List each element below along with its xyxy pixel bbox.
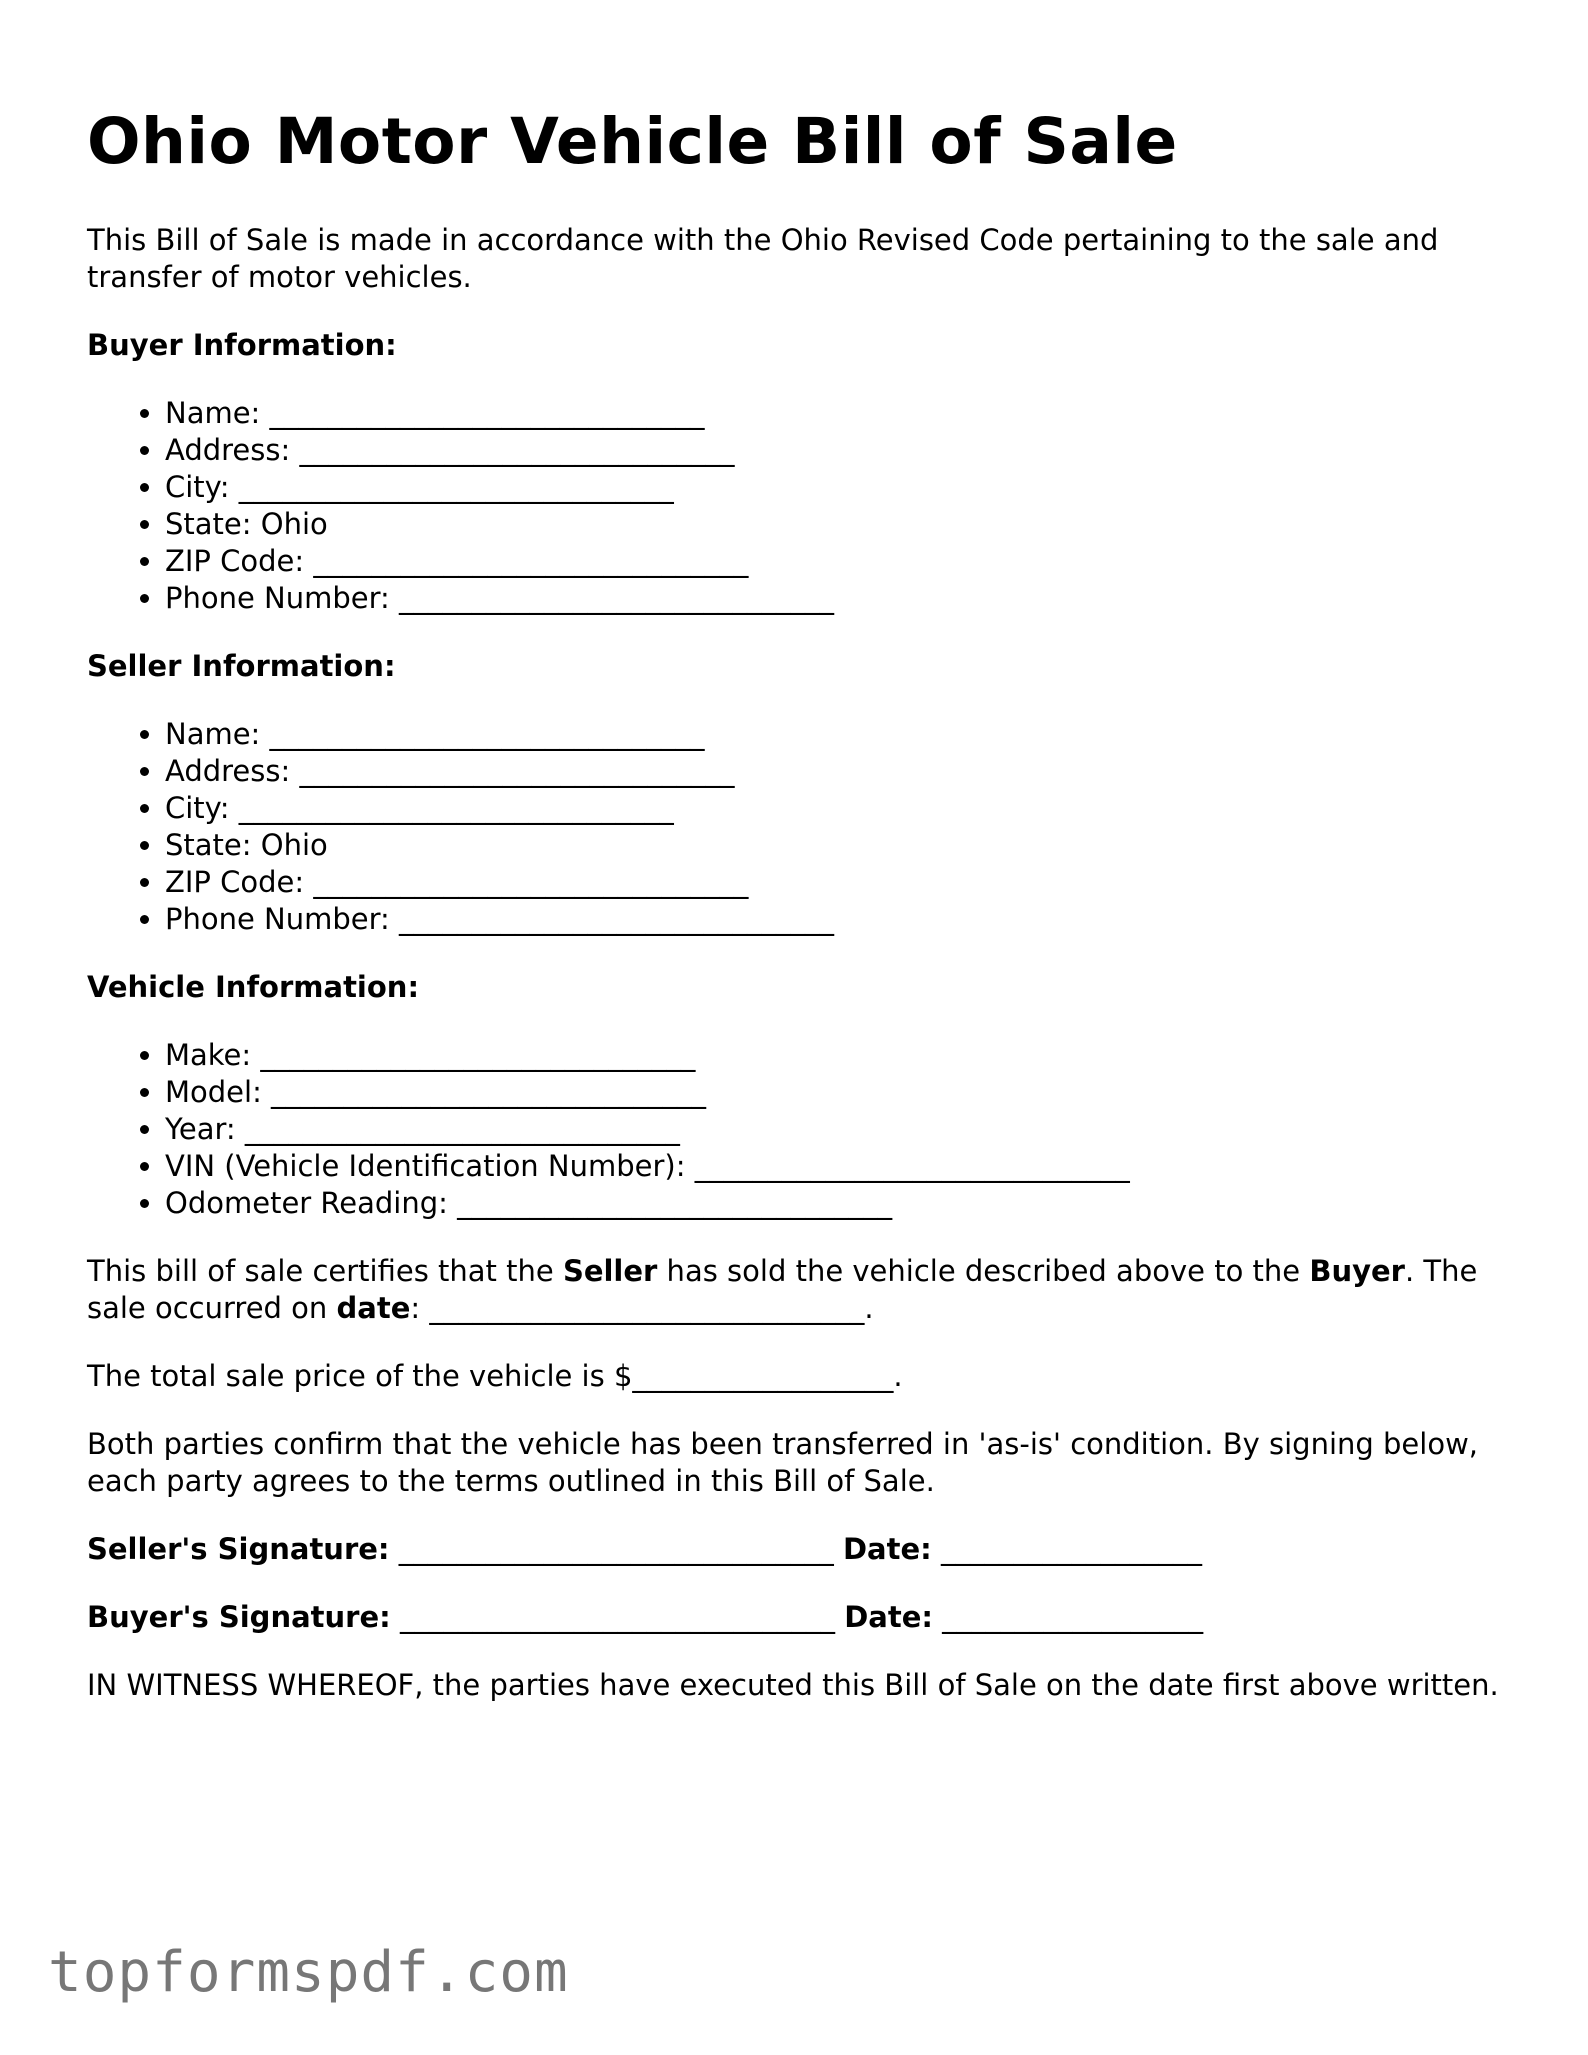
buyer-zip-field[interactable]: • ZIP Code: ______________________________ [165, 543, 1507, 580]
buyer-phone-field[interactable]: • Phone Number: ______________________________ [165, 580, 1507, 617]
certification-paragraph [87, 1253, 1507, 1327]
certification-text-2: has sold the vehicle described above to the [657, 1254, 1310, 1288]
seller-date-label: Date: [842, 1532, 932, 1566]
buyer-signature-label: Buyer's Signature: [87, 1600, 391, 1634]
as-is-paragraph: Both parties confirm that the vehicle has been transferred in 'as-is' condition. By signing below, each party agrees to the terms outlined in this Bill of Sale. [87, 1427, 1479, 1498]
seller-signature-row [87, 1531, 1507, 1568]
seller-list [87, 716, 1507, 938]
seller-address-field[interactable]: • Address: ______________________________ [165, 753, 1507, 790]
certification-seller-word: Seller [562, 1254, 658, 1288]
buyer-date-line[interactable]: __________________ [932, 1600, 1204, 1634]
buyer-date-label: Date: [844, 1600, 933, 1634]
seller-date-line[interactable]: __________________ [931, 1532, 1202, 1566]
buyer-address-field[interactable]: • Address: ______________________________ [165, 432, 1507, 469]
seller-signature-line[interactable]: ______________________________ [389, 1532, 843, 1566]
page-title: Ohio Motor Vehicle Bill of Sale [87, 105, 1178, 178]
buyer-heading: Buyer Information: [87, 328, 397, 362]
watermark: topformspdf.com [48, 1940, 569, 2005]
seller-city-field[interactable]: • City: ______________________________ [165, 790, 1507, 827]
certification-text-1: This bill of sale certifies that the [87, 1254, 563, 1288]
vehicle-make-field[interactable]: • Make: ______________________________ [165, 1037, 1507, 1074]
sale-price-field[interactable]: The total sale price of the vehicle is $__________________. [87, 1359, 903, 1393]
vehicle-list [87, 1037, 1507, 1222]
seller-name-field[interactable]: • Name: ______________________________ [165, 716, 1507, 753]
buyer-list [87, 395, 1507, 617]
seller-heading: Seller Information: [87, 649, 396, 683]
vehicle-model-field[interactable]: • Model: ______________________________ [165, 1074, 1507, 1111]
vehicle-vin-field[interactable]: • VIN (Vehicle Identification Number): ______________________________ [165, 1148, 1507, 1185]
certification-date-word: date [336, 1291, 411, 1325]
intro-paragraph: This Bill of Sale is made in accordance with the Ohio Revised Code pertaining to the sale and transfer of motor vehicles. [87, 223, 1439, 294]
seller-zip-field[interactable]: • ZIP Code: ______________________________ [165, 864, 1507, 901]
buyer-city-field[interactable]: • City: ______________________________ [165, 469, 1507, 506]
certification-buyer-word: Buyer [1309, 1254, 1405, 1288]
seller-state-field: • State: Ohio [165, 827, 1507, 864]
document-page [87, 104, 1507, 1735]
witness-paragraph: IN WITNESS WHEREOF, the parties have executed this Bill of Sale on the date first above written. [87, 1668, 1499, 1702]
vehicle-odometer-field[interactable]: • Odometer Reading: ______________________________ [165, 1185, 1507, 1222]
buyer-name-field[interactable]: • Name: ______________________________ [165, 395, 1507, 432]
buyer-signature-line[interactable]: ______________________________ [390, 1600, 845, 1634]
certification-text-3: . The sale occurred on [87, 1254, 1478, 1325]
sale-date-field[interactable]: : ______________________________. [410, 1291, 874, 1325]
seller-phone-field[interactable]: • Phone Number: ______________________________ [165, 901, 1507, 938]
buyer-state-field: • State: Ohio [165, 506, 1507, 543]
seller-signature-label: Seller's Signature: [87, 1532, 390, 1566]
vehicle-heading: Vehicle Information: [87, 970, 420, 1004]
vehicle-year-field[interactable]: • Year: ______________________________ [165, 1111, 1507, 1148]
buyer-signature-row [87, 1599, 1507, 1636]
